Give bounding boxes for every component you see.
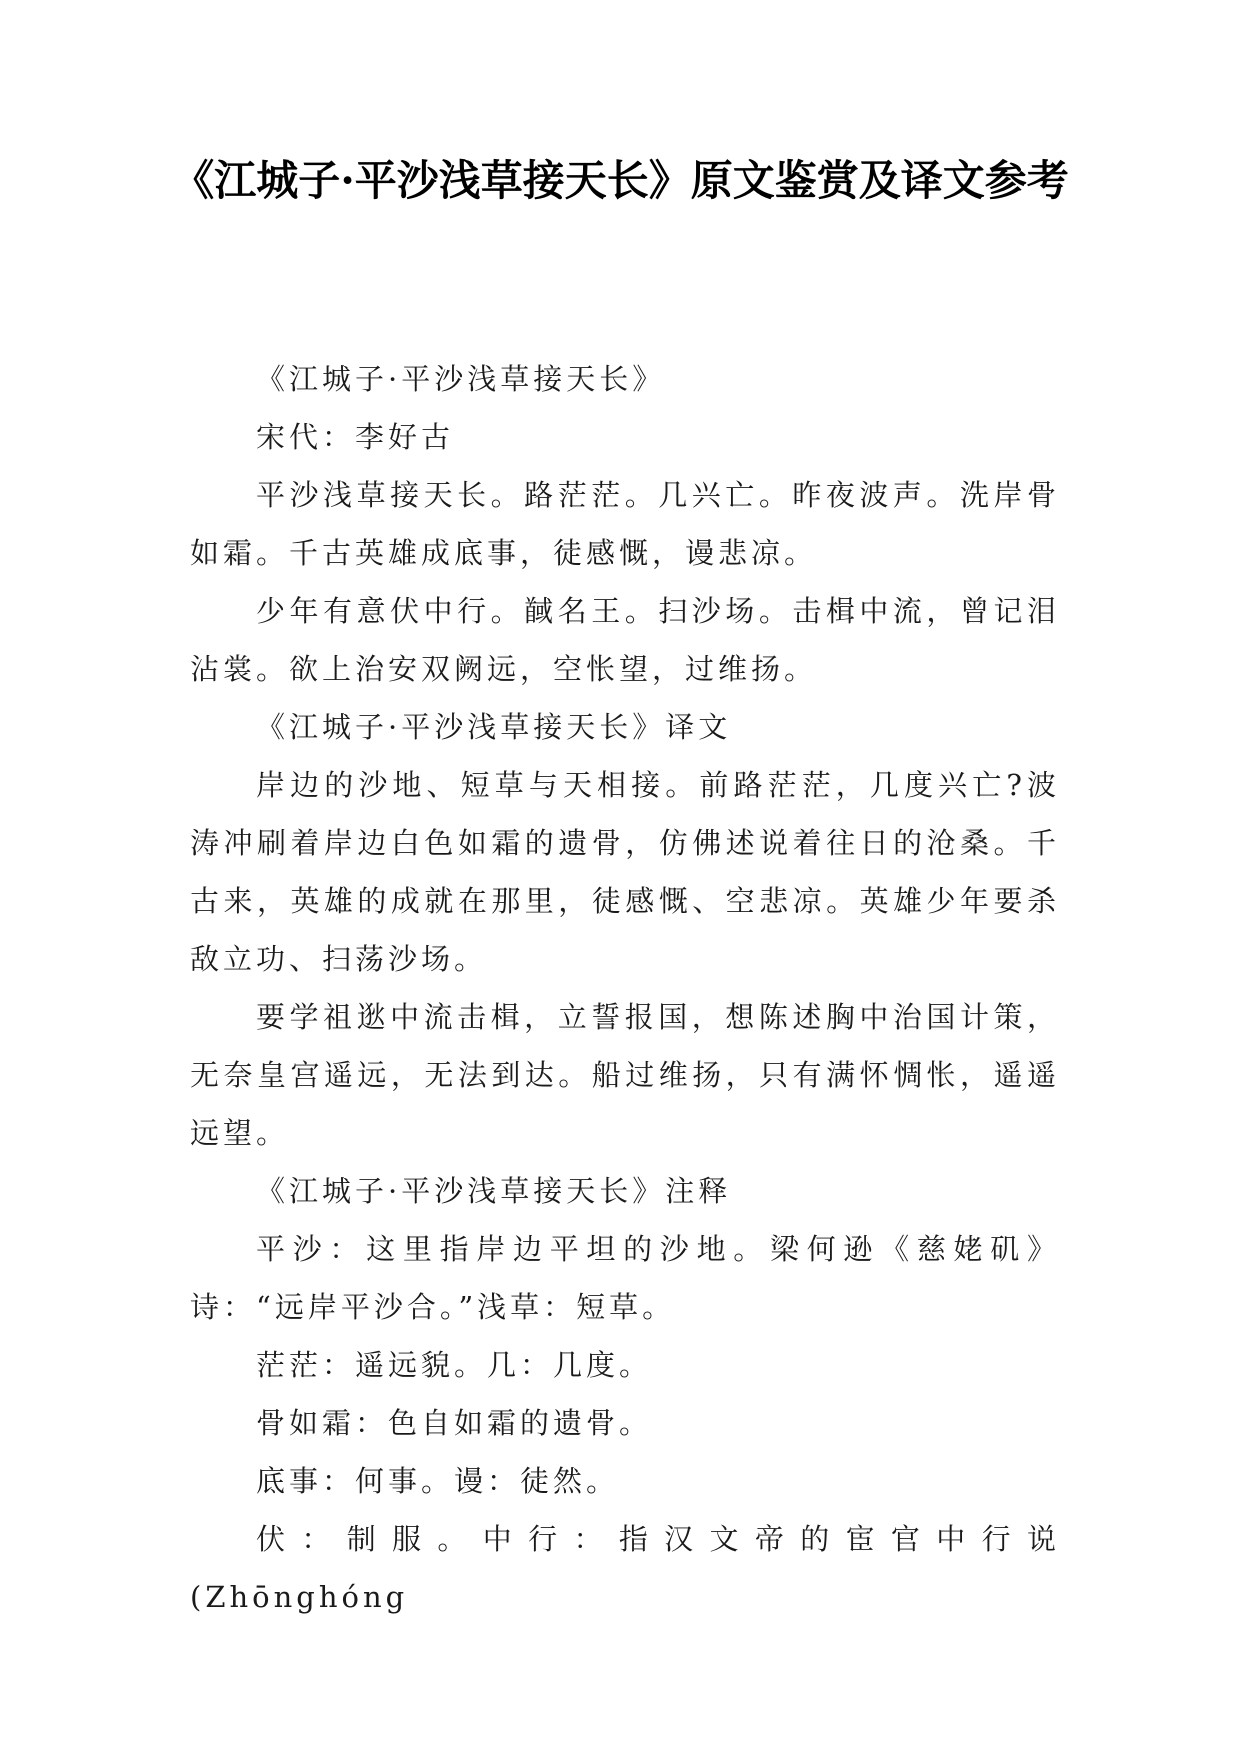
poem-stanza-2: 少年有意伏中行。馘名王。扫沙场。击楫中流，曾记泪沾裳。欲上治安双阙远，空怅望，过维扬。 [190, 594, 1060, 686]
translation-paragraph-1: 岸边的沙地、短草与天相接。前路茫茫，几度兴亡?波涛冲刷着岸边白色如霜的遗骨，仿佛述说着往日的沧桑。千古来，英雄的成就在那里，徒感慨、空悲凉。英雄少年要杀敌立功、扫荡沙场。 [190, 768, 1060, 976]
annotation-item: 骨如霜：色自如霜的遗骨。 [256, 1406, 653, 1440]
document-title: 《江城子·平沙浅草接天长》原文鉴赏及译文参考 [172, 156, 1069, 205]
poem-stanza-1: 平沙浅草接天长。路茫茫。几兴亡。昨夜波声。洗岸骨如霜。千古英雄成底事，徒感慨，谩悲凉。 [190, 478, 1060, 570]
annotation-item: 平沙：这里指岸边平坦的沙地。梁何逊《慈姥矶》诗：“远岸平沙合。”浅草：短草。 [190, 1232, 1060, 1324]
translation-paragraph-2: 要学祖逖中流击楫，立誓报国，想陈述胸中治国计策，无奈皇宫遥远，无法到达。船过维扬，只有满怀惆怅，遥遥远望。 [190, 1000, 1060, 1150]
annotation-item: 茫茫：遥远貌。几：几度。 [256, 1348, 653, 1382]
translation-heading: 《江城子·平沙浅草接天长》译文 [256, 710, 732, 744]
poem-author: 宋代：李好古 [256, 420, 455, 454]
document-body [190, 350, 1060, 1626]
annotation-item: 伏：制服。中行：指汉文帝的宦官中行说(Zhōnghóng [190, 1522, 1060, 1614]
poem-heading: 《江城子·平沙浅草接天长》 [256, 362, 666, 396]
annotation-item: 底事：何事。谩：徒然。 [256, 1464, 620, 1498]
annotation-heading: 《江城子·平沙浅草接天长》注释 [256, 1174, 732, 1208]
